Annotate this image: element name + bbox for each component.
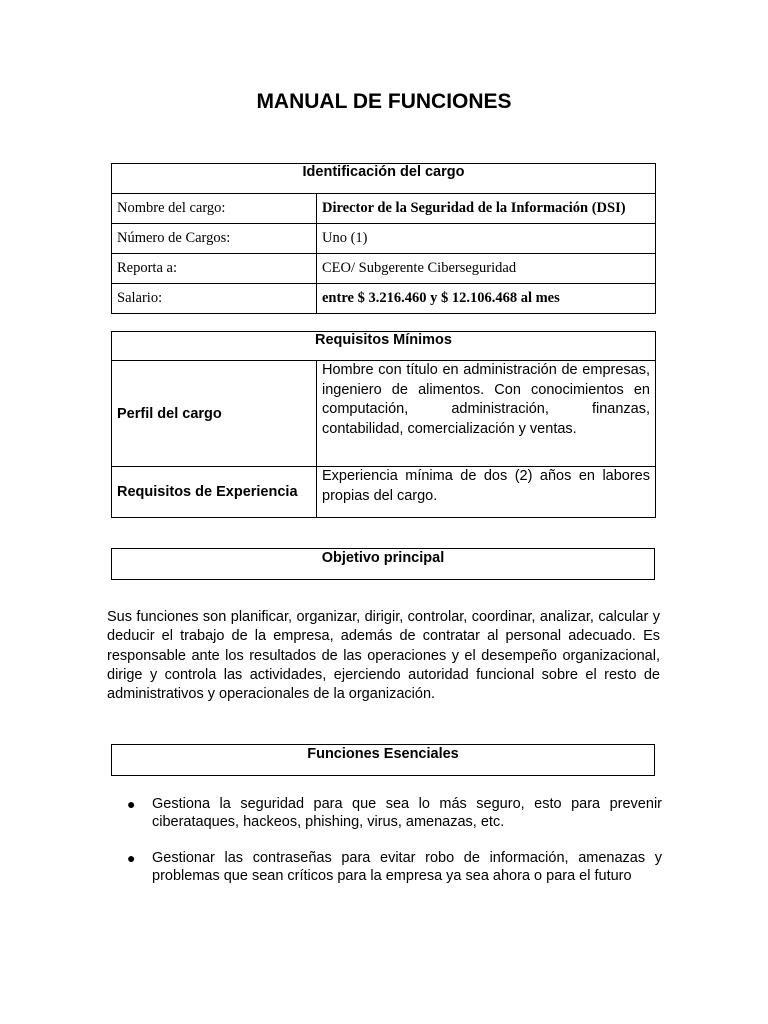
nombre-cargo-label: Nombre del cargo: xyxy=(112,194,317,224)
experiencia-label: Requisitos de Experiencia xyxy=(112,467,317,518)
perfil-text: Hombre con título en administración de empresas, ingeniero de alimentos. Con conocimientos en computación, administración, finanzas, contabilidad, comercialización y ventas. xyxy=(317,361,656,467)
reporta-value: CEO/ Subgerente Ciberseguridad xyxy=(317,254,656,284)
funciones-header-box xyxy=(111,744,655,776)
funcion-text: Gestionar las contraseñas para evitar robo de información, amenazas y problemas que sean críticos para la empresa ya sea ahora o para el futuro xyxy=(152,850,662,884)
table-row xyxy=(112,361,656,467)
perfil-label: Perfil del cargo xyxy=(112,361,317,467)
identificacion-header: Identificación del cargo xyxy=(112,164,656,194)
objetivo-header: Objetivo principal xyxy=(321,550,445,566)
list-item xyxy=(107,795,662,831)
bullet-icon: ● xyxy=(127,850,136,866)
nombre-cargo-value: Director de la Seguridad de la Información (DSI) xyxy=(317,194,656,224)
table-row xyxy=(112,284,656,314)
list-item xyxy=(107,849,662,885)
reporta-label: Reporta a: xyxy=(112,254,317,284)
table-row xyxy=(112,224,656,254)
salario-label: Salario: xyxy=(112,284,317,314)
numero-cargos-label: Número de Cargos: xyxy=(112,224,317,254)
funciones-header: Funciones Esenciales xyxy=(307,746,459,762)
bullet-icon: ● xyxy=(127,796,136,812)
table-row xyxy=(112,194,656,224)
requisitos-header: Requisitos Mínimos xyxy=(112,332,656,361)
table-row xyxy=(112,467,656,518)
objetivo-header-box xyxy=(111,548,655,580)
experiencia-text: Experiencia mínima de dos (2) años en labores propias del cargo. xyxy=(317,467,656,518)
table-row xyxy=(112,254,656,284)
salario-value: entre $ 3.216.460 y $ 12.106.468 al mes xyxy=(317,284,656,314)
numero-cargos-value: Uno (1) xyxy=(317,224,656,254)
objetivo-text: Sus funciones son planificar, organizar, dirigir, controlar, coordinar, analizar, calcular y deducir el trabajo de la empresa, además de contratar al personal adecuado. Es responsable ante los resultados de las operaciones y el desempeño organizacional, dirige y controla las actividades, ejerciendo autoridad funcional sobre el resto de administrativos y operacionales de la organización. xyxy=(107,609,660,703)
identificacion-table xyxy=(111,163,656,314)
requisitos-table xyxy=(111,331,656,518)
funcion-text: Gestiona la seguridad para que sea lo más seguro, esto para prevenir ciberataques, hackeos, phishing, virus, amenazas, etc. xyxy=(152,796,662,830)
document-title: MANUAL DE FUNCIONES xyxy=(256,90,512,113)
funciones-list xyxy=(107,795,662,903)
